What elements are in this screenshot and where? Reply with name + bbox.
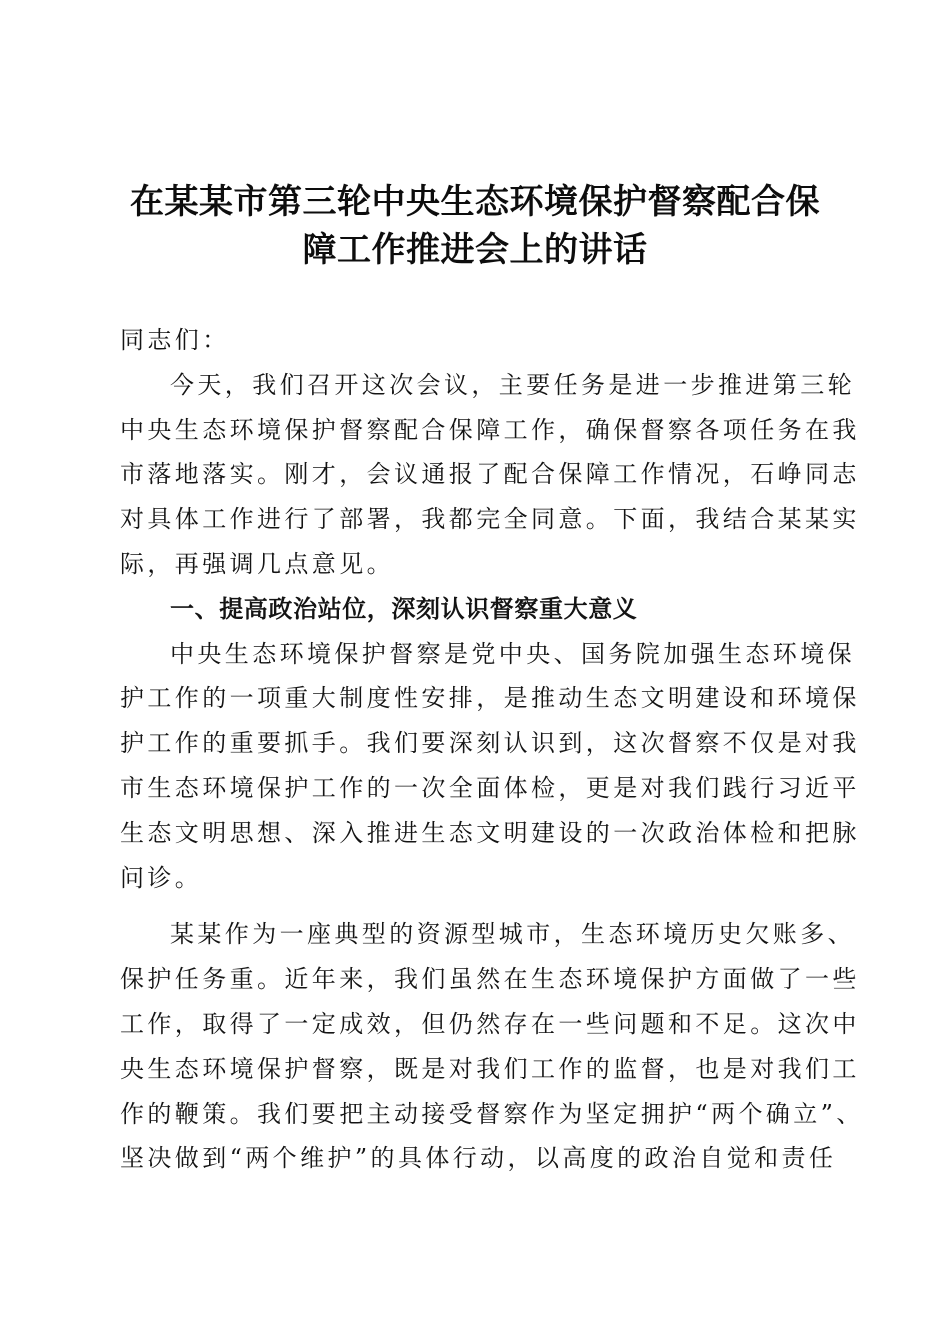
paragraph-line: 某某作为一座典型的资源型城市，生态环境历史欠账多、 bbox=[170, 920, 855, 949]
paragraph-city bbox=[120, 912, 864, 1181]
title-line-1: 在某某市第三轮中央生态环境保护督察配合保 bbox=[130, 182, 820, 222]
paragraph-intro bbox=[120, 363, 860, 587]
paragraph-line: 市落地落实。刚才，会议通报了配合保障工作情况，石峥同志 bbox=[120, 460, 860, 489]
section-heading-text: 一、提高政治站位，深刻认识督察重大意义 bbox=[170, 594, 638, 623]
paragraph-line: 问诊。 bbox=[120, 863, 203, 892]
paragraph-line: 护工作的重要抓手。我们要深刻认识到，这次督察不仅是对我 bbox=[120, 729, 860, 758]
paragraph-line: 市生态环境保护工作的一次全面体检，更是对我们践行习近平 bbox=[120, 773, 860, 802]
paragraph-line: 今天，我们召开这次会议，主要任务是进一步推进第三轮 bbox=[170, 370, 855, 399]
paragraph-line: 坚决做到“两个维护”的具体行动，以高度的政治自觉和责任 bbox=[120, 1144, 837, 1173]
paragraph-spacer bbox=[120, 900, 830, 912]
section-heading bbox=[120, 587, 830, 632]
paragraph-line: 护工作的一项重大制度性安排，是推动生态文明建设和环境保 bbox=[120, 684, 860, 713]
paragraph-line: 央生态环境保护督察，既是对我们工作的监督，也是对我们工 bbox=[120, 1054, 860, 1083]
paragraph-line: 际，再强调几点意见。 bbox=[120, 549, 394, 578]
title-line-2: 障工作推进会上的讲话 bbox=[302, 230, 648, 270]
document-title bbox=[110, 178, 840, 274]
paragraph-line: 工作，取得了一定成效，但仍然存在一些问题和不足。这次中 bbox=[120, 1009, 860, 1038]
paragraph-line: 中央生态环境保护督察配合保障工作，确保督察各项任务在我 bbox=[120, 415, 860, 444]
paragraph-line: 对具体工作进行了部署，我都完全同意。下面，我结合某某实 bbox=[120, 505, 860, 534]
salutation-text: 同志们： bbox=[120, 326, 230, 354]
paragraph-line: 中央生态环境保护督察是党中央、国务院加强生态环境保 bbox=[170, 639, 855, 668]
paragraph-line: 生态文明思想、深入推进生态文明建设的一次政治体检和把脉 bbox=[120, 818, 860, 847]
paragraph-line: 保护任务重。近年来，我们虽然在生态环境保护方面做了一些 bbox=[120, 965, 860, 994]
paragraph-significance bbox=[120, 632, 860, 901]
salutation bbox=[120, 318, 830, 363]
paragraph-line: 作的鞭策。我们要把主动接受督察作为坚定拥护“两个确立”、 bbox=[120, 1099, 864, 1128]
document-body bbox=[120, 318, 864, 1181]
